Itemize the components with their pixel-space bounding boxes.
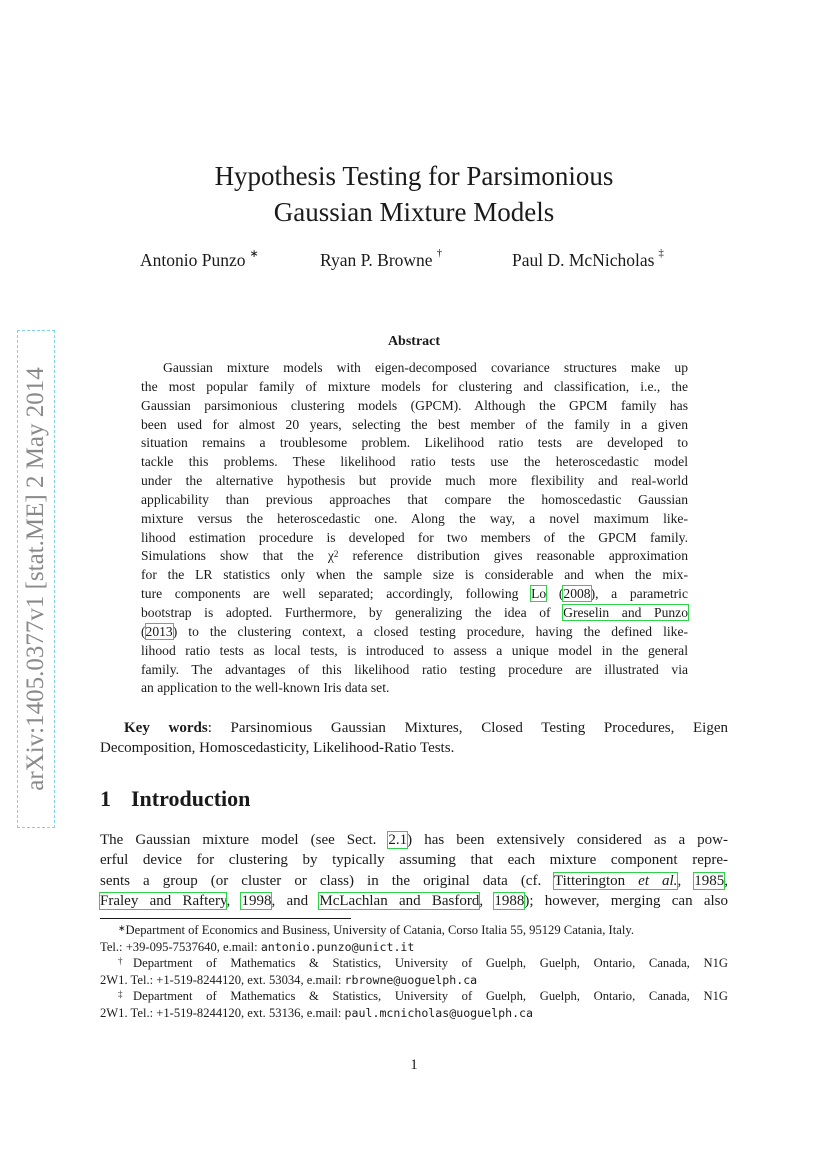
- citation-link-titterington-year[interactable]: 1985: [694, 872, 725, 889]
- abstract-line: tackle this problems. These likelihood ratio tests use the heteroscedastic model: [141, 454, 688, 470]
- abstract-line: for the LR statistics only when the sample size is considerable and when the mix-: [141, 567, 688, 583]
- abstract-line: Gaussian mixture models with eigen-decomposed covariance structures make up: [163, 360, 688, 375]
- abstract-line: bootstrap is adopted. Furthermore, by generalizing the idea of Greselin and Punzo: [141, 604, 688, 620]
- footnote-2: †Department of Mathematics & Statistics, University of Guelph, Guelph, Ontario, Canada, N1G 2W1. Tel.: +1-519-8244120, ext. 53034, e.mail: rbrowne@uoguelph.ca: [100, 956, 728, 987]
- citation-link-mclachlan[interactable]: McLachlan and Basford: [319, 892, 480, 909]
- footnote-rule: [100, 918, 351, 919]
- abstract-line: Simulations show that the $\chi^2$ reference distribution gives reasonable approximation: [141, 548, 688, 564]
- section-number: 1: [100, 786, 111, 811]
- intro-line: erful device for clustering by typically assuming that each mixture component repre-: [100, 852, 728, 869]
- keywords: Key words: Parsinomious Gaussian Mixtures, Closed Testing Procedures, Eigen Decomposition, Homoscedasticity, Likelihood-Ratio Tests.: [100, 720, 728, 756]
- abstract-line: situation remains a troublesome problem. Likelihood ratio tests are developed to: [141, 435, 688, 451]
- intro-line: sents a group (or cluster or class) in the original data (cf. Titterington et al., 1985,: [100, 872, 728, 889]
- abstract-line: lihood ratio tests as local tests, is introduced to assess a unique model in the general: [141, 642, 688, 658]
- page-number: 1: [410, 1057, 418, 1073]
- abstract-line: Gaussian parsimonious clustering models (GPCM). Although the GPCM family has: [141, 397, 688, 413]
- abstract-heading: Abstract: [387, 334, 441, 349]
- abstract-line: ture components are well separated; accordingly, following Lo (2008), a parametric: [141, 586, 688, 602]
- citation-link-fraley-year[interactable]: 1998: [241, 892, 272, 909]
- footnotes: [100, 922, 728, 1022]
- author-2-footnote-mark[interactable]: †: [436, 247, 443, 259]
- citation-link-titterington[interactable]: Titterington et al.: [553, 872, 678, 889]
- abstract-line: an application to the well-known Iris data set.: [141, 680, 390, 696]
- abstract-line: (2013) to the clustering context, a closed testing procedure, having the defined like-: [141, 623, 688, 639]
- footnote-3: ‡Department of Mathematics & Statistics, University of Guelph, Guelph, Ontario, Canada, N1G 2W1. Tel.: +1-519-8244120, ext. 53136, e.mail: paul.mcnicholas@uoguelph.ca: [100, 989, 728, 1020]
- footnote-mark: ‡: [118, 989, 134, 1000]
- section-ref-link[interactable]: 2.1: [388, 832, 408, 848]
- intro-line: The Gaussian mixture model (see Sect. 2.1) has been extensively considered as a pow-: [100, 832, 728, 848]
- footnote-1: ∗Department of Economics and Business, University of Catania, Corso Italia 55, 95129 Catania, Italy. Tel.: +39-095-7537640, e.mail: antonio.punzo@unict.it: [100, 923, 634, 954]
- footnote-mark: ∗: [118, 923, 126, 933]
- abstract-line: been used for almost 20 years, selecting the best member of the family in a given: [141, 416, 688, 432]
- email-link[interactable]: paul.mcnicholas@uoguelph.ca: [344, 1005, 534, 1020]
- email-link[interactable]: rbrowne@uoguelph.ca: [344, 972, 478, 987]
- abstract-line: the most popular family of mixture models for clustering and classification, i.e., the: [141, 378, 688, 394]
- intro-paragraph: [100, 830, 728, 911]
- title-line-2: Gaussian Mixture Models: [273, 197, 555, 227]
- abstract-line: mixture versus the heteroscedastic one. Along the way, a novel maximum like-: [141, 510, 688, 526]
- citation-link-greselin[interactable]: Greselin and Punzo: [563, 604, 688, 620]
- paper-title: [0, 158, 828, 230]
- abstract-body: [141, 359, 688, 698]
- author-3-footnote-mark[interactable]: ‡: [658, 247, 664, 259]
- abstract-line: lihood estimation procedure is developed for two members of the GPCM family.: [141, 529, 688, 545]
- abstract-line: applicability than previous approaches that compare the homoscedastic Gaussian: [141, 491, 688, 507]
- abstract-line: family. The advantages of this likelihood ratio testing procedure are illustrated via: [141, 661, 688, 677]
- author-2: Ryan P. Browne †: [320, 247, 443, 270]
- section-heading: [100, 786, 250, 812]
- email-link[interactable]: antonio.punzo@unict.it: [260, 939, 415, 954]
- citation-link-lo[interactable]: Lo: [531, 586, 547, 602]
- citation-link-fraley[interactable]: Fraley and Raftery: [100, 892, 227, 909]
- arxiv-stamp[interactable]: arXiv:1405.0377v1 [stat.ME] 2 May 2014: [22, 367, 49, 791]
- footnote-mark: †: [118, 956, 134, 967]
- author-1-footnote-mark[interactable]: ∗: [249, 248, 259, 260]
- author-3: Paul D. McNicholas ‡: [512, 247, 664, 270]
- keywords-label: Key words: [124, 720, 208, 736]
- section-title: Introduction: [131, 786, 251, 811]
- author-list: [0, 247, 828, 280]
- intro-line: Fraley and Raftery, 1998, and McLachlan and Basford, 1988); however, merging can also: [100, 892, 728, 909]
- citation-link-mclachlan-year[interactable]: 1988: [494, 892, 525, 909]
- arxiv-stamp-box[interactable]: [17, 330, 55, 828]
- author-1: Antonio Punzo ∗: [140, 248, 259, 270]
- citation-link-greselin-year[interactable]: 2013: [145, 623, 173, 639]
- abstract-line: under the alternative hypothesis but provide much more flexibility and real-world: [141, 473, 688, 489]
- title-line-1: Hypothesis Testing for Parsimonious: [214, 161, 614, 191]
- citation-link-lo-year[interactable]: 2008: [563, 586, 591, 602]
